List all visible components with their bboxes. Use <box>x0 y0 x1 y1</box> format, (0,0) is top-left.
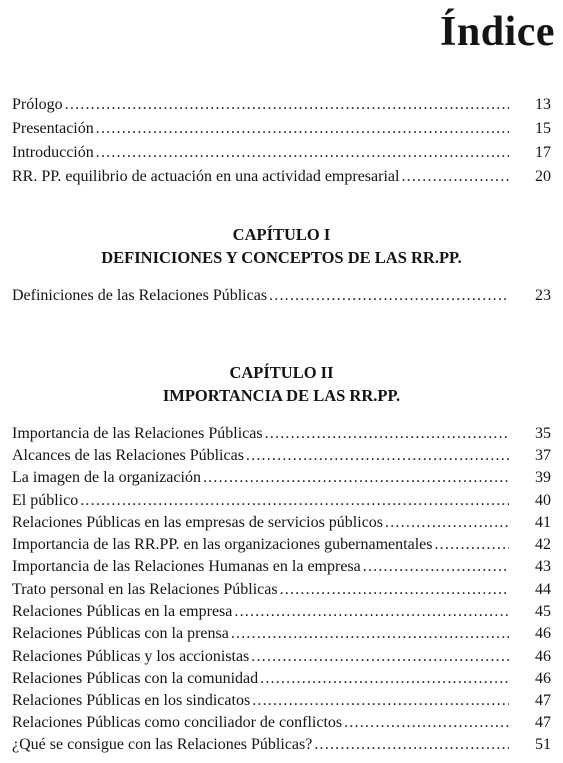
toc-entry-title: Relaciones Públicas en los sindicatos <box>12 692 251 709</box>
dot-leader <box>80 489 509 512</box>
dot-leader <box>344 711 509 734</box>
toc-entry-prologo[interactable] <box>12 93 551 116</box>
dot-leader <box>234 600 509 623</box>
dot-leader <box>385 511 509 534</box>
dot-leader <box>251 645 509 668</box>
toc-entry-presentacion[interactable] <box>12 117 551 140</box>
dot-leader <box>363 555 509 578</box>
toc-entry-page: 17 <box>535 144 551 161</box>
toc-entry[interactable] <box>12 578 551 601</box>
toc-entry-page: 44 <box>535 581 551 598</box>
toc-entry-title: Introducción <box>12 144 94 161</box>
toc-entry[interactable] <box>12 645 551 668</box>
toc-entry-page: 46 <box>535 648 551 665</box>
toc-entry[interactable] <box>12 422 551 445</box>
toc-entry-page: 46 <box>535 625 551 642</box>
toc-entry[interactable] <box>12 533 551 556</box>
toc-entry[interactable] <box>12 466 551 489</box>
dot-leader <box>269 284 509 307</box>
toc-entry-title: Relaciones Públicas como conciliador de conflictos <box>12 714 343 731</box>
dot-leader <box>434 533 509 556</box>
toc-entry-page: 13 <box>535 96 551 113</box>
toc-entry[interactable] <box>12 689 551 712</box>
toc-entry-page: 46 <box>535 670 551 687</box>
toc-entry[interactable] <box>12 511 551 534</box>
dot-leader <box>246 444 509 467</box>
toc-entry[interactable] <box>12 667 551 690</box>
toc-entry-title: Importancia de las Relaciones Humanas en la empresa <box>12 558 361 575</box>
dot-leader <box>280 578 509 601</box>
toc-entry-definiciones[interactable] <box>12 284 551 307</box>
toc-entry-page: 40 <box>535 492 551 509</box>
dot-leader <box>96 141 509 164</box>
toc-entry-title: ¿Qué se consigue con las Relaciones Públicas? <box>12 736 313 753</box>
toc-entry-rrpp-equilibrio[interactable] <box>12 165 551 188</box>
toc-entry-title: Prólogo <box>12 96 63 113</box>
dot-leader <box>314 733 509 756</box>
toc-entry-page: 51 <box>535 736 551 753</box>
chapter-2-heading <box>0 361 563 407</box>
toc-entry[interactable] <box>12 733 551 756</box>
toc-entry-title: RR. PP. equilibrio de actuación en una actividad empresarial <box>12 168 400 185</box>
chapter-number: CAPÍTULO II <box>229 363 334 382</box>
toc-entry[interactable] <box>12 600 551 623</box>
toc-entry-title: Relaciones Públicas en la empresa <box>12 603 233 620</box>
toc-entry-title: Alcances de las Relaciones Públicas <box>12 447 244 464</box>
toc-entry-page: 47 <box>535 714 551 731</box>
toc-entry-title: Presentación <box>12 120 94 137</box>
toc-entry-page: 42 <box>535 536 551 553</box>
toc-entry-page: 41 <box>535 514 551 531</box>
toc-entry-page: 39 <box>535 469 551 486</box>
dot-leader <box>401 165 509 188</box>
toc-entry-page: 43 <box>535 558 551 575</box>
toc-entry[interactable] <box>12 555 551 578</box>
toc-entry[interactable] <box>12 622 551 645</box>
dot-leader <box>203 466 509 489</box>
chapter-1-heading <box>0 223 563 269</box>
page-title: Índice <box>439 9 555 55</box>
dot-leader <box>231 622 509 645</box>
toc-entry-page: 23 <box>535 287 551 304</box>
chapter-title: IMPORTANCIA DE LAS RR.PP. <box>162 386 401 405</box>
toc-entry-title: Relaciones Públicas con la prensa <box>12 625 229 642</box>
toc-entry-title: Relaciones Públicas en las empresas de servicios públicos <box>12 514 384 531</box>
toc-entry-title: Definiciones de las Relaciones Públicas <box>12 287 268 304</box>
toc-entry-page: 35 <box>535 425 551 442</box>
dot-leader <box>252 689 509 712</box>
chapter-title: DEFINICIONES Y CONCEPTOS DE LAS RR.PP. <box>101 248 462 267</box>
toc-entry-title: La imagen de la organización <box>12 469 201 486</box>
chapter-number: CAPÍTULO I <box>232 225 331 244</box>
dot-leader <box>96 117 509 140</box>
dot-leader <box>260 667 509 690</box>
toc-entry[interactable] <box>12 489 551 512</box>
toc-entry-page: 15 <box>535 120 551 137</box>
dot-leader <box>265 422 509 445</box>
toc-entry[interactable] <box>12 444 551 467</box>
toc-entry-page: 47 <box>535 692 551 709</box>
toc-entry-title: El público <box>12 492 79 509</box>
toc-entry[interactable] <box>12 711 551 734</box>
toc-entry-title: Trato personal en las Relaciones Públicas <box>12 581 278 598</box>
toc-entry-page: 45 <box>535 603 551 620</box>
toc-entry-title: Relaciones Públicas con la comunidad <box>12 670 259 687</box>
dot-leader <box>65 93 509 116</box>
toc-entry-page: 37 <box>535 447 551 464</box>
toc-entry-title: Importancia de las RR.PP. en las organizaciones gubernamentales <box>12 536 433 553</box>
toc-entry-page: 20 <box>535 168 551 185</box>
toc-entry-title: Relaciones Públicas y los accionistas <box>12 648 250 665</box>
toc-entry-introduccion[interactable] <box>12 141 551 164</box>
toc-entry-title: Importancia de las Relaciones Públicas <box>12 425 263 442</box>
